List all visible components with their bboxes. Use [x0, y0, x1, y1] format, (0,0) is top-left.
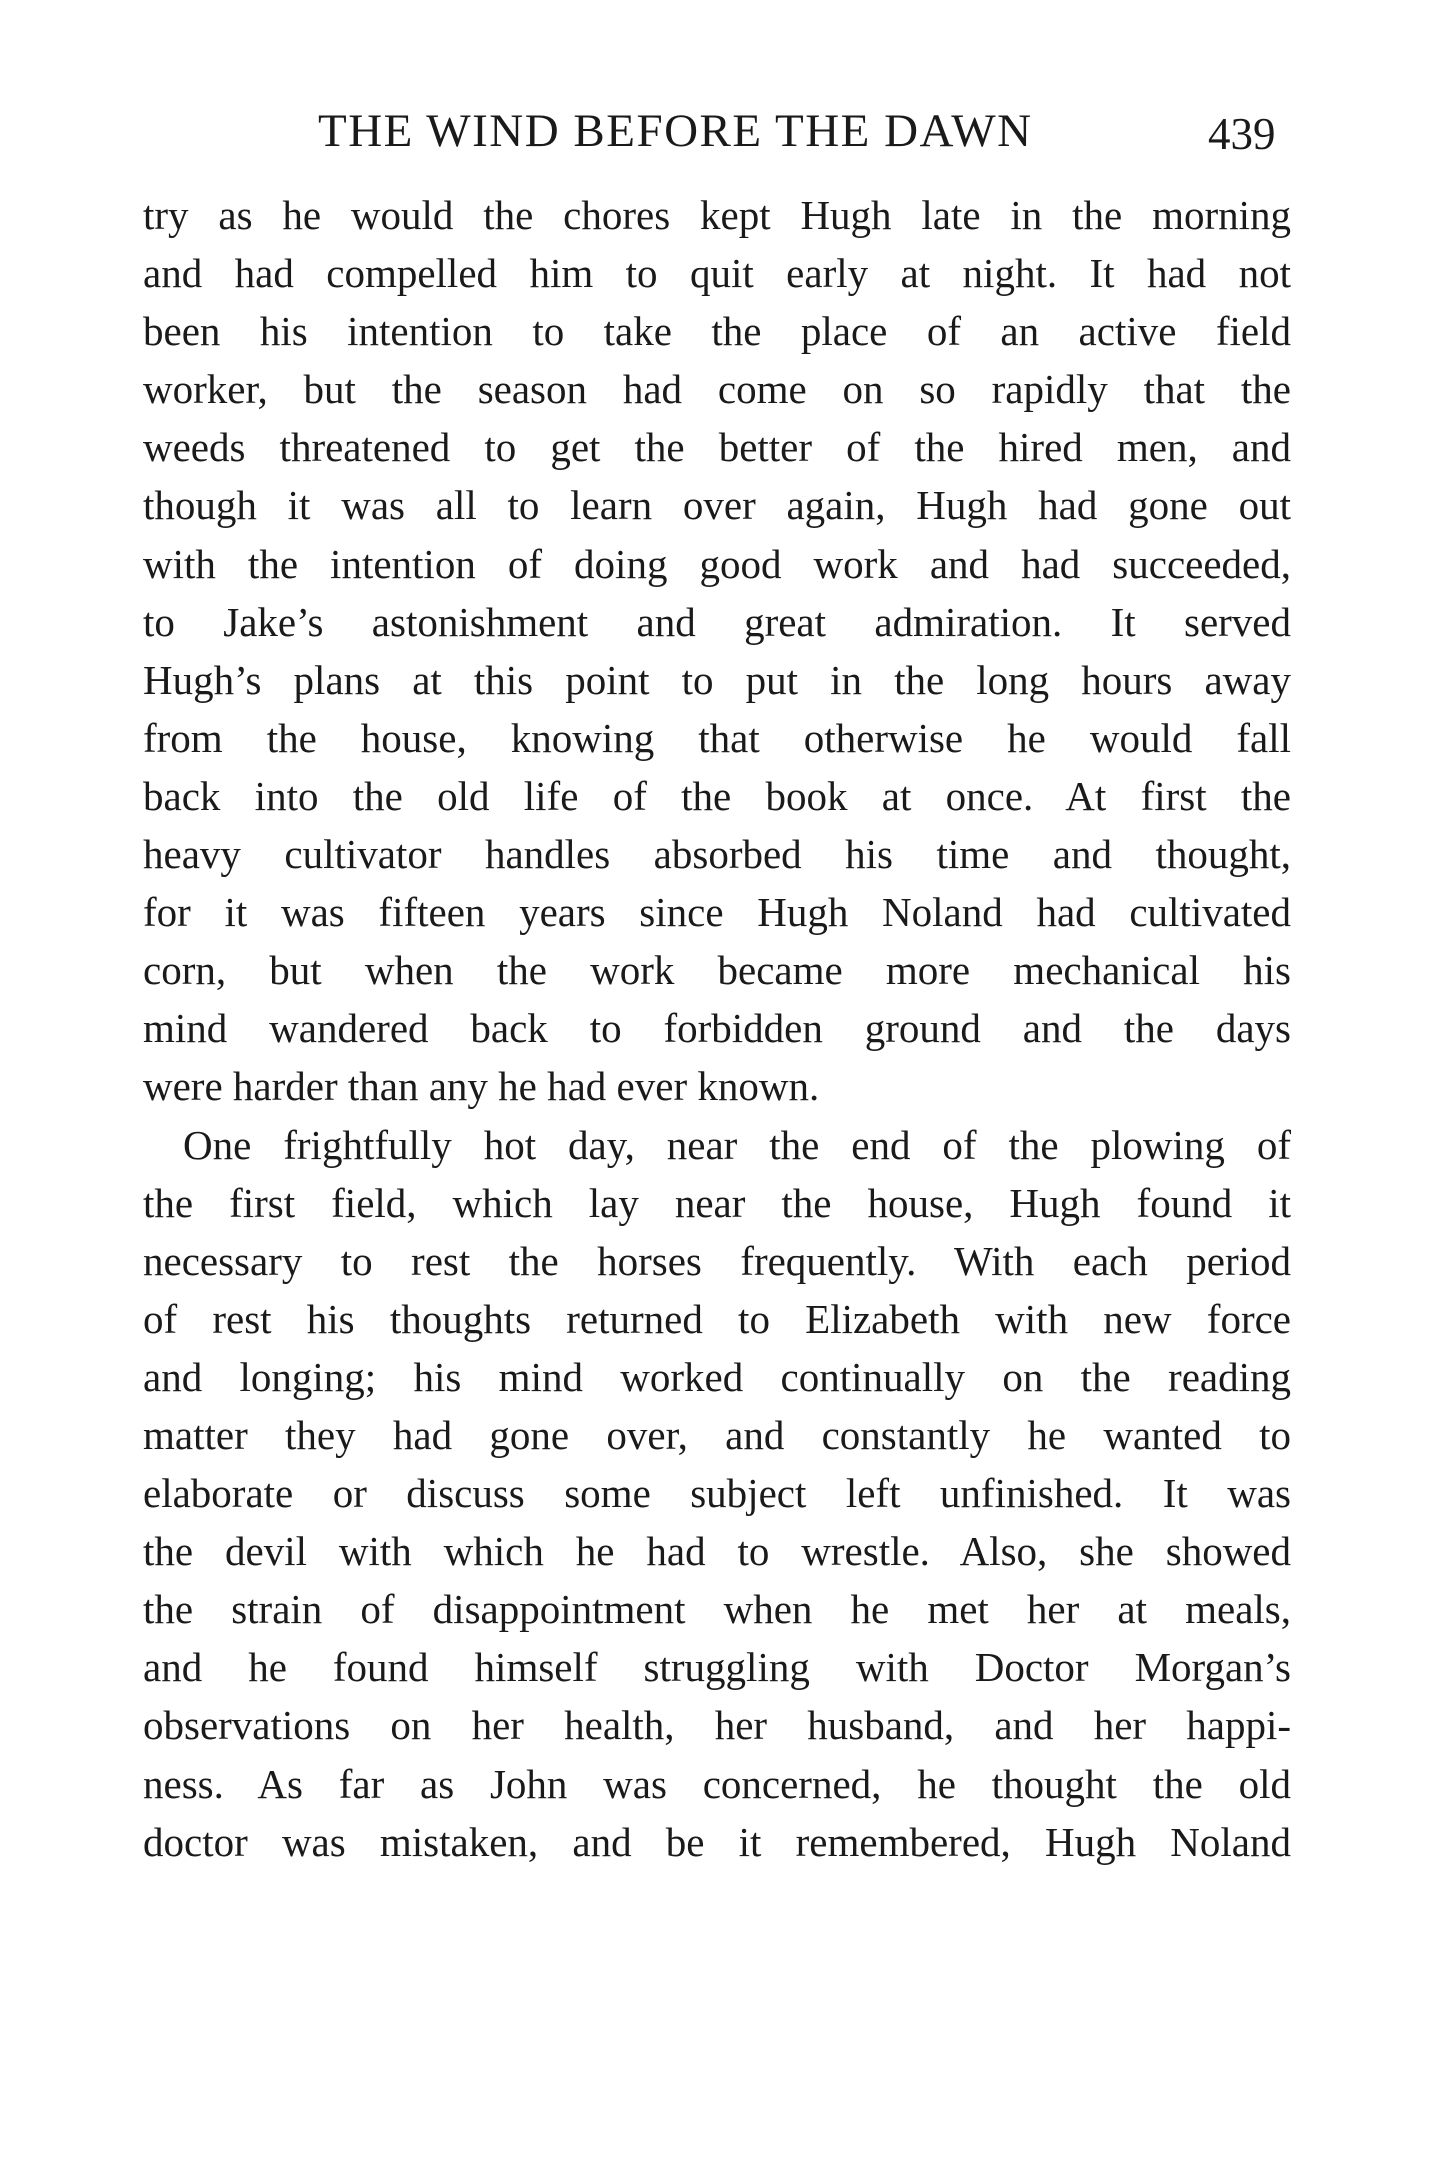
text-line: matter they had gone over, and constantly he wanted to	[143, 1411, 1291, 1458]
text-line: ness. As far as John was concerned, he thought the old	[143, 1760, 1291, 1807]
text-line: observations on her health, her husband, and her happi-	[143, 1702, 1291, 1749]
text-line: try as he would the chores kept Hugh late in the morning	[143, 192, 1291, 238]
running-title: THE WIND BEFORE THE DAWN	[318, 105, 1033, 157]
text-line: doctor was mistaken, and be it remembered, Hugh Noland	[143, 1818, 1291, 1865]
text-line: Hugh’s plans at this point to put in the long hours away	[143, 656, 1291, 703]
text-line: of rest his thoughts returned to Elizabeth with new force	[143, 1295, 1291, 1342]
text-line: though it was all to learn over again, Hugh had gone out	[143, 482, 1291, 529]
text-line: the strain of disappointment when he met her at meals,	[143, 1586, 1291, 1633]
body-text	[143, 186, 1291, 1871]
page-number: 439	[1208, 109, 1276, 159]
text-line: worker, but the season had come on so rapidly that the	[143, 366, 1291, 413]
text-line: been his intention to take the place of an active field	[143, 308, 1291, 355]
text-line: for it was fifteen years since Hugh Noland had cultivated	[143, 889, 1291, 936]
text-line: the devil with which he had to wrestle. Also, she showed	[143, 1528, 1291, 1575]
text-line: from the house, knowing that otherwise he would fall	[143, 714, 1291, 761]
paragraph-2	[143, 1116, 1291, 1871]
running-head	[0, 104, 1442, 164]
text-line: to Jake’s astonishment and great admiration. It served	[143, 598, 1291, 645]
text-line: and he found himself struggling with Doctor Morgan’s	[143, 1644, 1291, 1691]
text-line: corn, but when the work became more mechanical his	[143, 947, 1291, 994]
text-line: weeds threatened to get the better of the hired men, and	[143, 424, 1291, 471]
text-line: elaborate or discuss some subject left unfinished. It was	[143, 1470, 1291, 1517]
text-line: with the intention of doing good work and had succeeded,	[143, 540, 1291, 587]
text-line: necessary to rest the horses frequently. With each period	[143, 1237, 1291, 1284]
text-line: the first field, which lay near the house, Hugh found it	[143, 1179, 1291, 1226]
paragraph-1	[143, 186, 1291, 1116]
text-line: and longing; his mind worked continually on the reading	[143, 1353, 1291, 1400]
text-line: mind wandered back to forbidden ground and the days	[143, 1005, 1291, 1052]
text-line: back into the old life of the book at once. At first the	[143, 772, 1291, 819]
text-line: and had compelled him to quit early at night. It had not	[143, 250, 1291, 297]
text-line: One frightfully hot day, near the end of the plowing of	[183, 1121, 1291, 1168]
text-line: were harder than any he had ever known.	[143, 1063, 820, 1110]
text-line: heavy cultivator handles absorbed his time and thought,	[143, 831, 1291, 878]
